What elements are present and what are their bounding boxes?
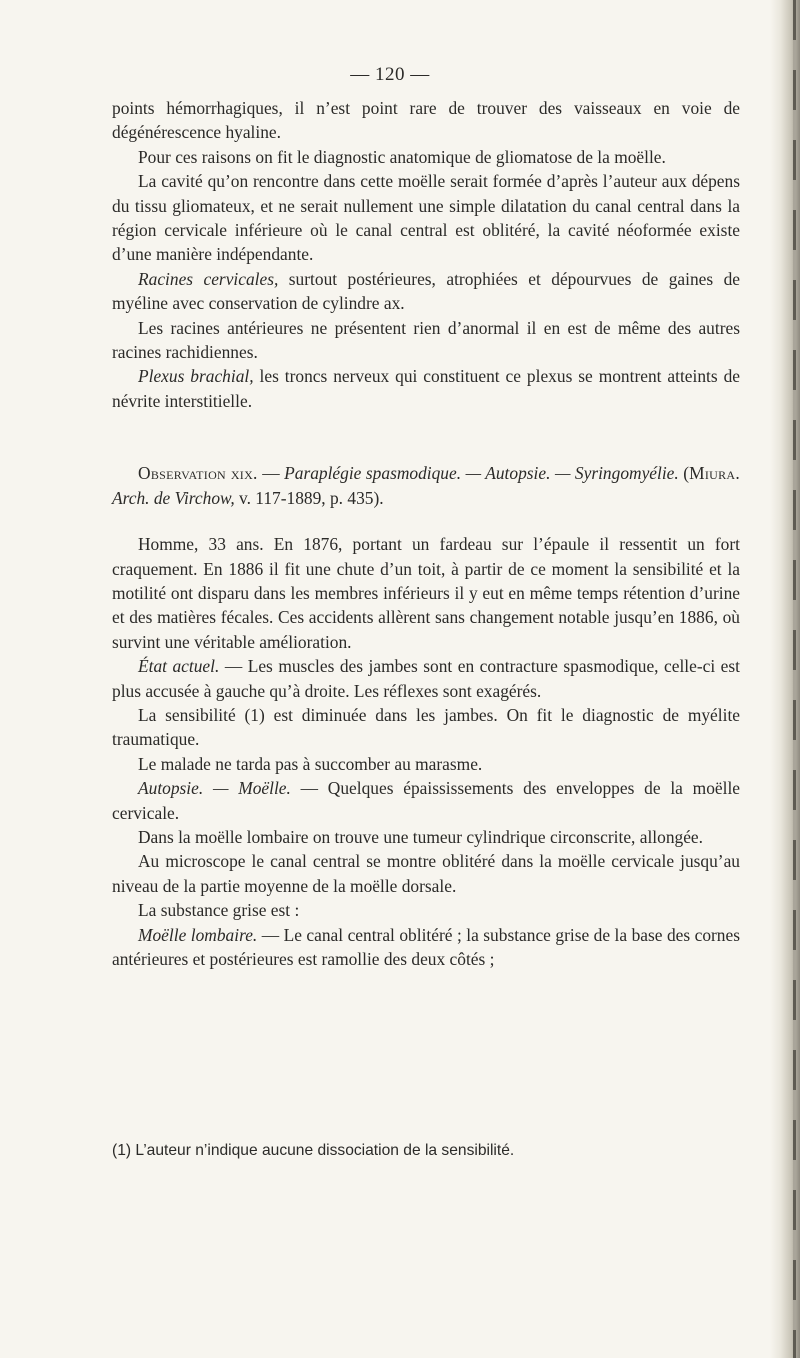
observation-label: Observation xix.	[138, 463, 258, 484]
paragraph: La sensibilité (1) est diminuée dans les jambes. On fit le diagnostic de myélite traumatique.	[112, 704, 740, 750]
observation-heading	[112, 461, 740, 510]
body-text	[112, 96, 740, 971]
paragraph-text: — Les muscles des jambes sont en contracture spasmodique, celle-ci est plus accusée à gauche qu’à droite. Les réflexes sont exagérés.	[112, 656, 741, 701]
observation-reference: v. 117-1889, p. 435).	[234, 487, 384, 508]
section-heading: État actuel.	[138, 656, 220, 677]
paragraph	[112, 267, 740, 316]
paragraph	[112, 364, 740, 413]
paragraph	[112, 776, 740, 825]
section-heading: Autopsie. — Moëlle.	[138, 778, 291, 799]
paragraph: Au microscope le canal central se montre oblitéré dans la moëlle cervicale jusqu’au niveau de la partie moyenne de la moëlle dorsale.	[112, 851, 740, 896]
paragraph: La substance grise est :	[138, 900, 300, 921]
paragraph-text: — Le canal central oblitéré ; la substance grise de la base des cornes antérieures et postérieures est ramollie des deux côtés ;	[112, 924, 740, 969]
section-heading: Plexus brachial,	[138, 366, 254, 387]
paragraph-text: surtout postérieures, atrophiées et dépourvues de gaines de myéline avec conservation de cylindre ax.	[112, 268, 741, 314]
paragraph: La cavité qu’on rencontre dans cette moëlle serait formée d’après l’auteur aux dépens du tissu gliomateux, et ne serait nullement une simple dilatation du canal central dans la région cervicale inférieure où le canal central est oblitéré, la cavité néoformée existe d’une manière indépendante.	[112, 171, 740, 265]
page-number: — 120 —	[350, 64, 430, 85]
paragraph	[112, 654, 740, 703]
dash: —	[257, 463, 285, 484]
footnote: (1) L’auteur n’indique aucune dissociation de la sensibilité.	[112, 1142, 515, 1159]
ref-open: (	[678, 463, 690, 484]
paragraph: Pour ces raisons on fit le diagnostic anatomique de gliomatose de la moëlle.	[138, 146, 666, 167]
paragraph: Homme, 33 ans. En 1876, portant un fardeau sur l’épaule il ressentit un fort craquement. En 1886 il fit une chute d’un toit, à partir de ce moment la sensibilité et la motilité ont disparu dans les membres inférieurs il y eut en même temps rétention d’urine et des matières fécales. Ces accidents allèrent sans changement notable jusqu’en 1886, où survint une véritable amélioration.	[112, 534, 740, 652]
paragraph-text: les troncs nerveux qui constituent ce plexus se montrent atteints de névrite interstitielle.	[112, 366, 740, 411]
paragraph-text: — Quelques épaississements des enveloppes de la moëlle cervicale.	[112, 778, 740, 823]
paragraph: Le malade ne tarda pas à succomber au marasme.	[138, 753, 483, 774]
observation-title: Paraplégie spasmodique. — Autopsie. — Syringomyélie.	[284, 463, 679, 484]
paragraph: Les racines antérieures ne présentent rien d’anormal il en est de même des autres racines rachidiennes.	[112, 317, 740, 363]
section-heading: Moëlle lombaire.	[138, 924, 258, 945]
page-binding-edge	[770, 0, 800, 1358]
observation-author: Miura.	[689, 463, 741, 484]
paragraph: Dans la moëlle lombaire on trouve une tumeur cylindrique circonscrite, allongée.	[138, 826, 704, 847]
section-heading: Racines cervicales,	[138, 268, 279, 289]
paragraph: points hémorrhagiques, il n’est point rare de trouver des vaisseaux en voie de dégénérescence hyaline.	[112, 98, 740, 143]
observation-journal: Arch. de Virchow,	[112, 487, 235, 508]
paragraph	[112, 923, 740, 972]
